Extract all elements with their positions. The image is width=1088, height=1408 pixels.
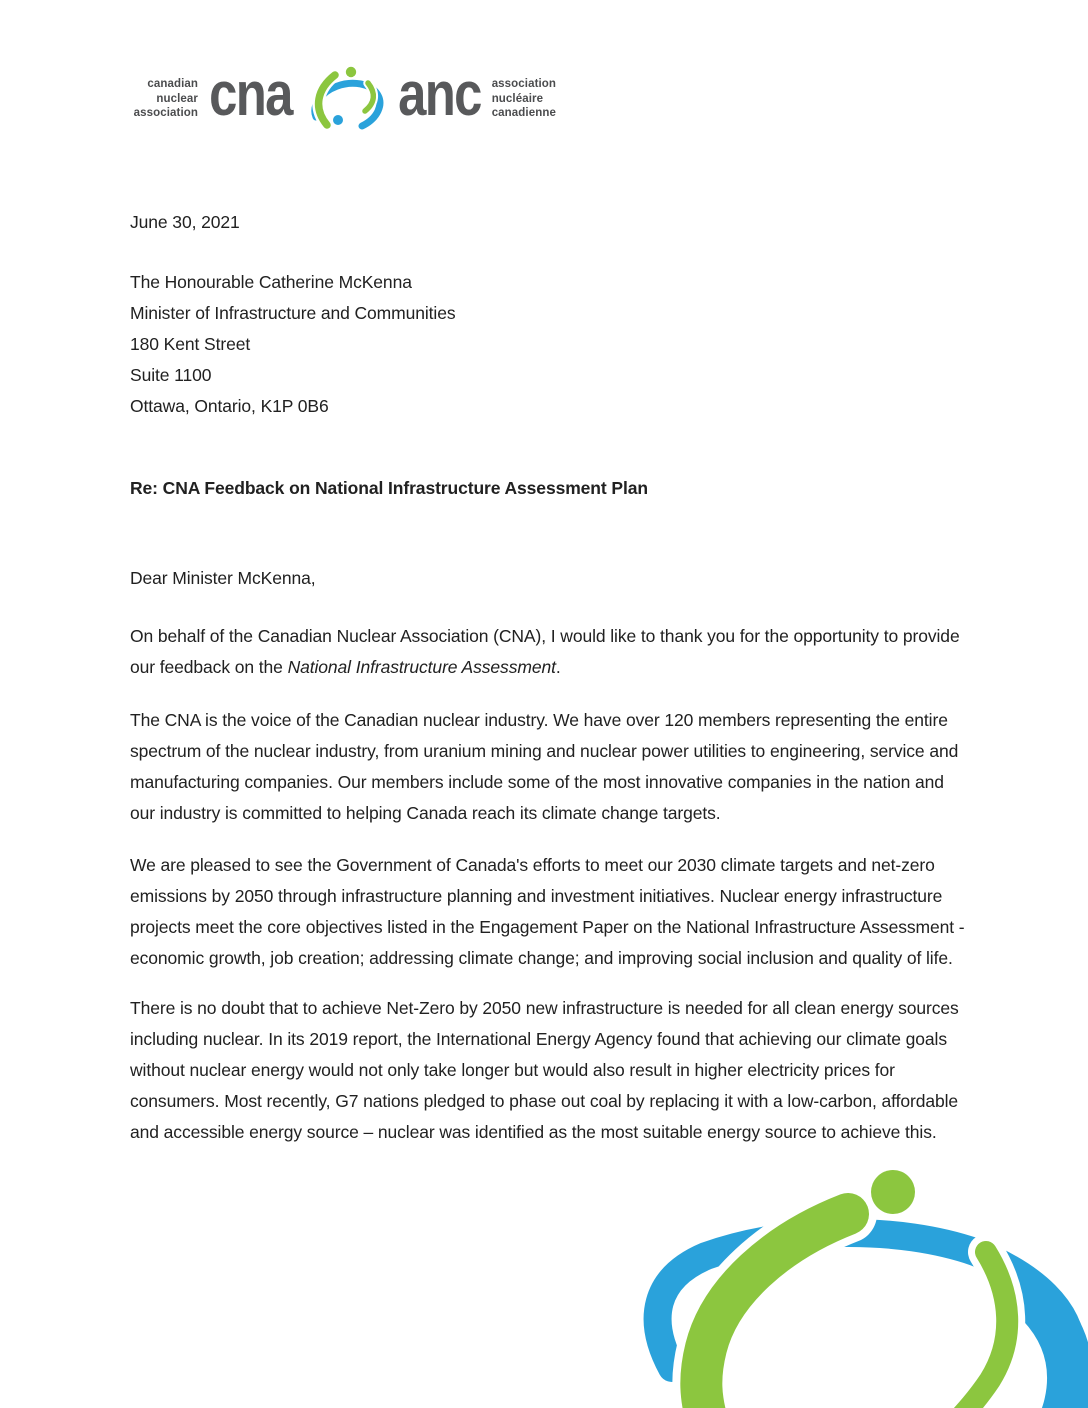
paragraph-4: There is no doubt that to achieve Net-Zero by 2050 new infrastructure is needed for all clean energy sources including nuclear. In its 2019 report, the International Energy Agency found that achieving our climate goals without nuclear energy would not only take longer but would also result in higher electricity prices for consumers. Most recently, G7 nations pledged to phase out coal by replacing it with a low-carbon, affordable and accessible energy source – nuclear was identified as the most suitable energy source to achieve this.: [130, 998, 959, 1142]
paragraph-1-italic-title: National Infrastructure Assessment: [287, 657, 556, 677]
letter-date: June 30, 2021: [130, 212, 240, 232]
recipient-line: Ottawa, Ontario, K1P 0B6: [130, 396, 329, 416]
logo-right-line: association: [491, 78, 557, 91]
logo-left-line: canadian: [147, 78, 198, 91]
paragraph-2: The CNA is the voice of the Canadian nuclear industry. We have over 120 members representing the entire spectrum of the nuclear industry, from uranium mining and nuclear power utilities to engineering, service and manufacturing companies. Our members include some of the most innovative companies in the nation and our industry is committed to helping Canada reach its climate change targets.: [130, 710, 959, 823]
cna-watermark-icon: [600, 1128, 1088, 1408]
paragraph-1: [130, 621, 972, 683]
recipient-line: 180 Kent Street: [130, 334, 251, 354]
subject-line: Re: CNA Feedback on National Infrastructure Assessment Plan: [130, 478, 648, 498]
logo-left-line: association: [133, 107, 198, 120]
recipient-line: Minister of Infrastructure and Communities: [130, 303, 456, 323]
paragraph-3: We are pleased to see the Government of Canada's efforts to meet our 2030 climate targets and net-zero emissions by 2050 through infrastructure planning and investment initiatives. Nuclear energy infrastructure projects meet the core objectives listed in the Engagement Paper on the National Infrastructure Assessment - economic growth, job creation; addressing climate change; and improving social inclusion and quality of life.: [130, 855, 965, 968]
logo-right-line: nucléaire: [491, 92, 544, 105]
logo-left-line: nuclear: [156, 92, 198, 105]
letter-body: [130, 0, 972, 1148]
logo-wordmark-cna: cna: [209, 60, 292, 129]
paragraph-1-text: On behalf of the Canadian Nuclear Association (CNA), I would like to thank you for the opportunity to provide our feedback on the: [130, 626, 960, 677]
recipient-address: [130, 267, 972, 422]
recipient-line: Suite 1100: [130, 365, 212, 385]
logo-wordmark-anc: anc: [397, 60, 481, 129]
recipient-line: The Honourable Catherine McKenna: [130, 272, 412, 292]
salutation: Dear Minister McKenna,: [130, 568, 316, 588]
paragraph-1-period: .: [555, 657, 561, 677]
logo-right-line: canadienne: [491, 107, 556, 120]
